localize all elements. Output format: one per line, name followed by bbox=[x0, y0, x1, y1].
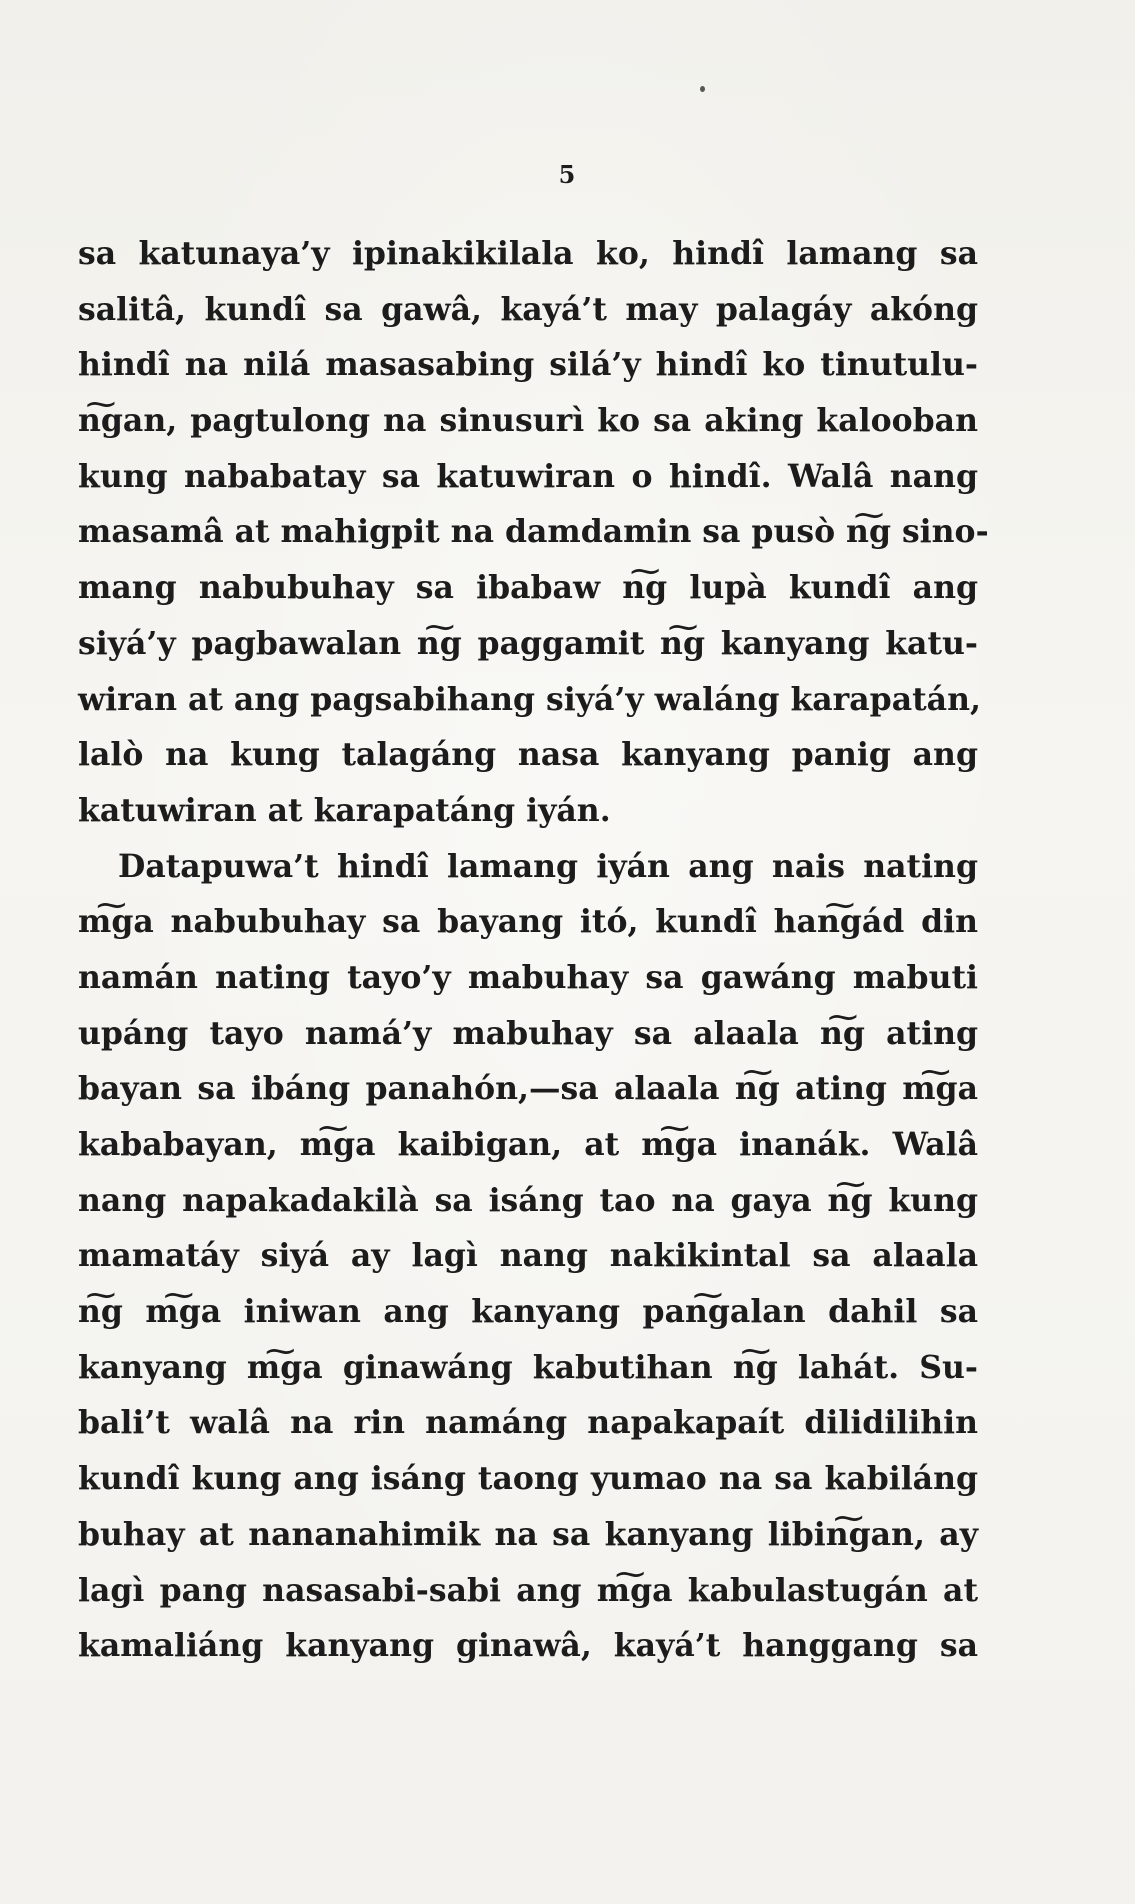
text-line: bayan sa ibáng panahón,—sa alaala n͠g ating m͠ga bbox=[78, 1070, 978, 1108]
paragraph-end-line: katuwiran at karapatáng iyán. bbox=[78, 791, 611, 829]
paragraph-start-line: Datapuwa’t hindî lamang iyán ang nais nating bbox=[118, 847, 978, 885]
text-line: masamâ at mahigpit na damdamin sa pusò n͠g sino- bbox=[78, 513, 989, 551]
text-line: hindî na nilá masasabing silá’y hindî ko tinutulu- bbox=[78, 346, 978, 384]
text-line: n͠g m͠ga iniwan ang kanyang pan͠galan dahil sa bbox=[78, 1293, 978, 1331]
text-line: n͠gan, pagtulong na sinusurì ko sa aking kalooban bbox=[78, 402, 978, 440]
text-line: sa katunaya’y ipinakikilala ko, hindî lamang sa bbox=[78, 235, 978, 272]
text-line: salitâ, kundî sa gawâ, kayá’t may palagáy akóng bbox=[78, 290, 978, 328]
text-line: kanyang m͠ga ginawáng kabutihan n͠g lahát. Su- bbox=[78, 1348, 978, 1386]
text-line: lalò na kung talagáng nasa kanyang panig ang bbox=[78, 736, 978, 774]
text-line: upáng tayo namá’y mabuhay sa alaala n͠g ating bbox=[78, 1014, 978, 1052]
text-line: mamatáy siyá ay lagì nang nakikintal sa alaala bbox=[78, 1237, 978, 1275]
text-line: bali’t walâ na rin namáng napakapaít dilidilihin bbox=[78, 1404, 978, 1442]
text-line: m͠ga nabubuhay sa bayang itó, kundî han͠gád din bbox=[78, 903, 978, 941]
text-line: nang napakadakilà sa isáng tao na gaya n͠g kung bbox=[78, 1181, 978, 1219]
text-line: wiran at ang pagsabihang siyá’y waláng karapatán, bbox=[78, 680, 981, 718]
text-line: kundî kung ang isáng taong yumao na sa kabiláng bbox=[78, 1460, 978, 1498]
text-line: mang nabubuhay sa ibabaw n͠g lupà kundî ang bbox=[78, 569, 978, 607]
text-line: kamaliáng kanyang ginawâ, kayá’t hanggang sa bbox=[78, 1627, 978, 1665]
body-text bbox=[78, 226, 989, 1674]
page-number: 5 bbox=[558, 160, 577, 189]
ink-speck bbox=[700, 86, 705, 92]
text-line: kababayan, m͠ga kaibigan, at m͠ga inanák. Walâ bbox=[78, 1126, 978, 1163]
text-line: siyá’y pagbawalan n͠g paggamit n͠g kanyang katu- bbox=[78, 624, 978, 662]
text-line: lagì pang nasasabi-sabi ang m͠ga kabulastugán at bbox=[78, 1571, 978, 1609]
text-line: buhay at nananahimik na sa kanyang libin͠gan, ay bbox=[78, 1515, 978, 1553]
text-line: kung nababatay sa katuwiran o hindî. Walâ nang bbox=[78, 457, 978, 495]
text-line: namán nating tayo’y mabuhay sa gawáng mabuti bbox=[78, 958, 978, 996]
